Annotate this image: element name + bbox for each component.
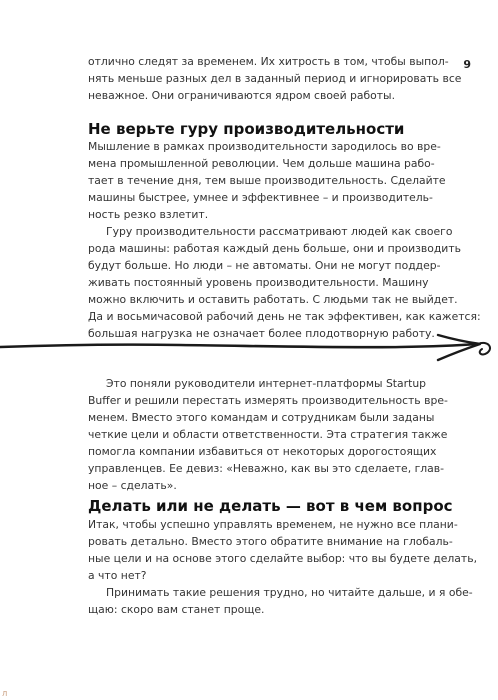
text-line: неважное. Они ограничиваются ядром своей работы. xyxy=(88,89,395,102)
text-line: щаю: скоро вам станет проще. xyxy=(88,603,265,616)
text-line: машины быстрее, умнее и эффективнее – и производитель- xyxy=(88,191,433,204)
text-line: мена промышленной революции. Чем дольше машина рабо- xyxy=(88,157,435,170)
text-line: тает в течение дня, тем выше производительность. Сделайте xyxy=(88,174,446,187)
section1-paragraph-3 xyxy=(88,375,448,494)
section-heading-productivity-guru: Не верьте гуру производительности xyxy=(88,120,405,138)
text-line: а что нет? xyxy=(88,569,147,582)
intro-paragraph xyxy=(88,53,462,104)
section2-paragraph-1 xyxy=(88,516,478,584)
text-line: Это поняли руководители интернет-платформы Startup xyxy=(106,377,427,390)
text-line: нять меньше разных дел в заданный период и игнорировать все xyxy=(88,72,462,85)
text-line: Мышление в рамках производительности зародилось во вре- xyxy=(88,140,441,153)
text-line: можно включить и оставить работать. С людьми так не выйдет. xyxy=(88,293,458,306)
text-line: Принимать такие решения трудно, но читайте дальше, и я обе- xyxy=(106,586,473,599)
text-line: менем. Вместо этого командам и сотрудникам были заданы xyxy=(88,411,435,424)
section2-paragraph-2 xyxy=(88,584,473,618)
text-line: большая нагрузка не означает более плодотворную работу. xyxy=(88,327,435,340)
text-line: ность резко взлетит. xyxy=(88,208,209,221)
section-heading-to-do-or-not: Делать или не делать — вот в чем вопрос xyxy=(88,497,453,515)
text-line: рода машины: работая каждый день больше, они и производить xyxy=(88,242,461,255)
text-line: Да и восьмичасовой рабочий день не так эффективен, как кажется: xyxy=(88,310,481,323)
text-line: ные цели и на основе этого сделайте выбор: что вы будете делать, xyxy=(88,552,478,565)
section1-paragraph-1 xyxy=(88,138,446,223)
text-line: будут больше. Но люди – не автоматы. Они не могут поддер- xyxy=(88,259,441,272)
text-line: четкие цели и области ответственности. Эта стратегия также xyxy=(88,428,448,441)
text-line: живать постоянный уровень производительности. Машину xyxy=(88,276,429,289)
text-line: Buffer и решили перестать измерять производительность вре- xyxy=(88,394,448,407)
text-line: ное – сделать». xyxy=(88,479,177,492)
arrow-line xyxy=(0,344,478,347)
text-line: ровать детально. Вместо этого обратите внимание на глобаль- xyxy=(88,535,453,548)
corner-mark: Л xyxy=(2,690,8,698)
text-line: отлично следят за временем. Их хитрость в том, чтобы выпол- xyxy=(88,55,449,68)
text-line: управленцев. Ее девиз: «Неважно, как вы это сделаете, глав- xyxy=(88,462,445,475)
text-line: помогла компании избавиться от некоторых дорогостоящих xyxy=(88,445,437,458)
page-number: 9 xyxy=(463,58,471,71)
arrow-head xyxy=(438,335,480,360)
hand-drawn-arrow-divider xyxy=(0,320,498,370)
text-line: Гуру производительности рассматривают людей как своего xyxy=(106,225,453,238)
text-line: Итак, чтобы успешно управлять временем, не нужно все плани- xyxy=(88,518,458,531)
